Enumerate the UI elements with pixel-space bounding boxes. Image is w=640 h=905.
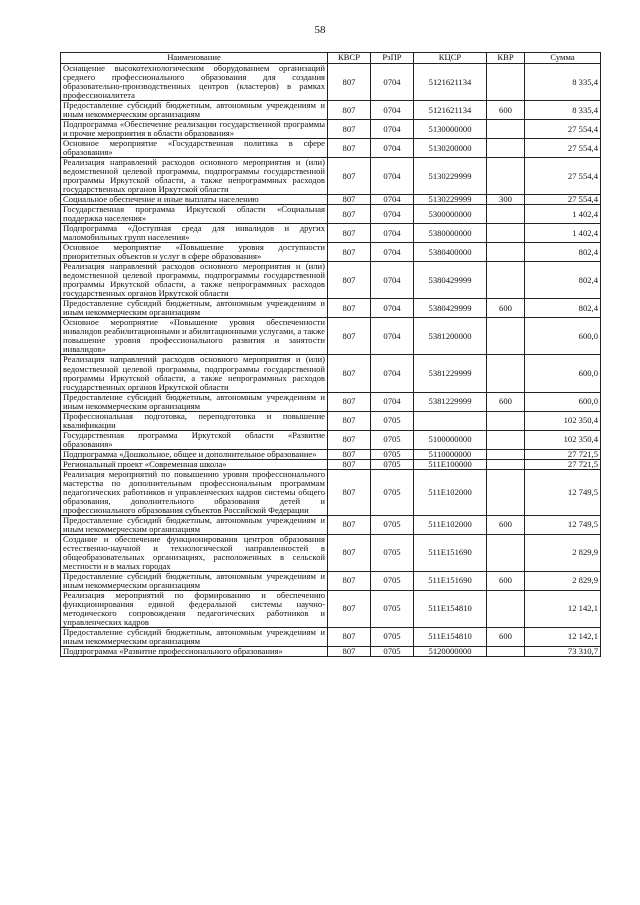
column-header-kvsr: КВСР [328,53,371,64]
cell-kcsr: 5380000000 [414,224,487,243]
cell-kvsr: 807 [328,627,371,646]
cell-name: Социальное обеспечение и иные выплаты населению [61,195,328,205]
cell-kvsr: 807 [328,299,371,318]
cell-rzpr: 0704 [371,262,414,299]
cell-kvsr: 807 [328,430,371,449]
cell-sum: 27 721,5 [525,449,601,459]
cell-sum: 600,0 [525,318,601,355]
table-row [61,195,601,205]
cell-kvr: 600 [487,299,525,318]
table-row [61,299,601,318]
cell-name: Реализация мероприятий по повышению уровня профессионального мастерства по дополнительным профессиональным программам педагогических работников и управленческих кадров системы общего образования, дополнительного образования детей и профессионального образования субъектов Российской Федерации [61,469,328,515]
cell-kcsr: 5300000000 [414,205,487,224]
table-row [61,205,601,224]
cell-rzpr: 0704 [371,224,414,243]
table-row [61,120,601,139]
cell-kcsr: 511E154810 [414,627,487,646]
cell-kcsr: 5130000000 [414,120,487,139]
cell-kcsr: 5100000000 [414,430,487,449]
cell-rzpr: 0705 [371,430,414,449]
cell-rzpr: 0704 [371,195,414,205]
cell-rzpr: 0704 [371,101,414,120]
column-header-sum: Сумма [525,53,601,64]
cell-sum: 2 829,9 [525,534,601,571]
table-row [61,515,601,534]
cell-kvr [487,590,525,627]
table-row [61,101,601,120]
cell-kcsr [414,411,487,430]
cell-name: Основное мероприятие «Повышение уровня доступности приоритетных объектов и услуг в сфере образования» [61,243,328,262]
table-row [61,392,601,411]
cell-rzpr: 0704 [371,243,414,262]
cell-name: Предоставление субсидий бюджетным, автономным учреждениям и иным некоммерческим организациям [61,627,328,646]
cell-sum: 27 554,4 [525,195,601,205]
cell-name: Государственная программа Иркутской области «Социальная поддержка населения» [61,205,328,224]
cell-sum: 2 829,9 [525,571,601,590]
table-row [61,430,601,449]
cell-name: Основное мероприятие «Повышение уровня обеспеченности инвалидов реабилитационными и абилитационными услугами, а также повышение уровня профессионального развития и занятости инвалидов» [61,318,328,355]
cell-name: Основное мероприятие «Государственная политика в сфере образования» [61,139,328,158]
cell-kvsr: 807 [328,534,371,571]
cell-kvsr: 807 [328,64,371,101]
cell-name: Предоставление субсидий бюджетным, автономным учреждениям и иным некоммерческим организациям [61,392,328,411]
cell-kvr [487,355,525,392]
table-row [61,571,601,590]
cell-kvr [487,646,525,656]
cell-kvr [487,262,525,299]
cell-kvsr: 807 [328,158,371,195]
cell-kvsr: 807 [328,646,371,656]
cell-rzpr: 0705 [371,627,414,646]
table-row [61,158,601,195]
table-header-row [61,53,601,64]
cell-kvsr: 807 [328,392,371,411]
cell-kcsr: 5121621134 [414,64,487,101]
cell-sum: 27 554,4 [525,120,601,139]
cell-kvsr: 807 [328,449,371,459]
cell-sum: 102 350,4 [525,411,601,430]
cell-kvr: 300 [487,195,525,205]
cell-name: Реализация направлений расходов основного мероприятия и (или) ведомственной целевой программы, подпрограммы государственной программы Иркутской области, а также непрограммных расходов государственных органов Иркутской области [61,262,328,299]
table-row [61,224,601,243]
cell-sum: 27 554,4 [525,139,601,158]
cell-kvr [487,224,525,243]
cell-kvr [487,469,525,515]
cell-kvsr: 807 [328,411,371,430]
cell-kvsr: 807 [328,120,371,139]
cell-sum: 8 335,4 [525,64,601,101]
cell-kvr [487,411,525,430]
cell-name: Реализация мероприятий по формированию и обеспечению функционирования единой федеральной системы научно-методического сопровождения педагогических работников и управленческих кадров [61,590,328,627]
cell-rzpr: 0704 [371,158,414,195]
cell-kvr: 600 [487,392,525,411]
cell-sum: 1 402,4 [525,205,601,224]
cell-kvsr: 807 [328,139,371,158]
cell-rzpr: 0704 [371,139,414,158]
table-row [61,411,601,430]
cell-sum: 27 554,4 [525,158,601,195]
cell-name: Реализация направлений расходов основного мероприятия и (или) ведомственной целевой программы, подпрограммы государственной программы Иркутской области, а также непрограммных расходов государственных органов Иркутской области [61,355,328,392]
cell-kcsr: 5381229999 [414,355,487,392]
cell-kvr: 600 [487,101,525,120]
cell-rzpr: 0704 [371,355,414,392]
cell-kcsr: 5120000000 [414,646,487,656]
cell-rzpr: 0705 [371,411,414,430]
cell-name: Реализация направлений расходов основного мероприятия и (или) ведомственной целевой программы, подпрограммы государственной программы Иркутской области, а также непрограммных расходов государственных органов Иркутской области [61,158,328,195]
cell-kcsr: 511E102000 [414,515,487,534]
cell-kcsr: 5130200000 [414,139,487,158]
cell-kvsr: 807 [328,205,371,224]
cell-name: Создание и обеспечение функционирования центров образования естественно-научной и технологической направленностей в общеобразовательных организациях, расположенных в сельской местности и в малых городах [61,534,328,571]
column-header-name: Наименование [61,53,328,64]
cell-kcsr: 5130229999 [414,195,487,205]
cell-kvsr: 807 [328,318,371,355]
cell-kvr [487,430,525,449]
cell-kcsr: 511E151690 [414,534,487,571]
table-row [61,262,601,299]
cell-kvr [487,139,525,158]
table-row [61,64,601,101]
cell-kvr [487,534,525,571]
cell-rzpr: 0704 [371,299,414,318]
cell-rzpr: 0704 [371,392,414,411]
cell-kvr: 600 [487,571,525,590]
cell-rzpr: 0705 [371,469,414,515]
cell-kvsr: 807 [328,101,371,120]
cell-sum: 802,4 [525,299,601,318]
cell-rzpr: 0705 [371,459,414,469]
cell-kcsr: 5110000000 [414,449,487,459]
cell-kcsr: 511E151690 [414,571,487,590]
table-body [61,64,601,657]
cell-rzpr: 0704 [371,205,414,224]
cell-kcsr: 5380400000 [414,243,487,262]
table-row [61,646,601,656]
page-number: 58 [314,24,326,36]
table-row [61,469,601,515]
cell-kcsr: 5380429999 [414,262,487,299]
cell-kvsr: 807 [328,243,371,262]
table-row [61,627,601,646]
cell-name: Предоставление субсидий бюджетным, автономным учреждениям и иным некоммерческим организациям [61,101,328,120]
cell-rzpr: 0704 [371,318,414,355]
cell-kvsr: 807 [328,515,371,534]
cell-kvr [487,205,525,224]
budget-table [60,52,601,657]
cell-sum: 27 721,5 [525,459,601,469]
cell-kvr [487,120,525,139]
cell-rzpr: 0705 [371,571,414,590]
cell-kcsr: 5130229999 [414,158,487,195]
cell-kcsr: 5381200000 [414,318,487,355]
table-row [61,139,601,158]
cell-kvsr: 807 [328,224,371,243]
table-row [61,318,601,355]
cell-rzpr: 0705 [371,534,414,571]
cell-kvsr: 807 [328,571,371,590]
cell-kvsr: 807 [328,355,371,392]
cell-sum: 12 749,5 [525,515,601,534]
column-header-rzpr: РзПР [371,53,414,64]
cell-kcsr: 5381229999 [414,392,487,411]
cell-sum: 12 142,1 [525,627,601,646]
table-row [61,355,601,392]
cell-kvr: 600 [487,627,525,646]
cell-sum: 600,0 [525,355,601,392]
cell-kvr [487,243,525,262]
column-header-kvr: КВР [487,53,525,64]
cell-name: Предоставление субсидий бюджетным, автономным учреждениям и иным некоммерческим организациям [61,299,328,318]
cell-sum: 802,4 [525,262,601,299]
cell-kvsr: 807 [328,195,371,205]
cell-kvsr: 807 [328,459,371,469]
cell-kvr [487,449,525,459]
cell-name: Подпрограмма «Доступная среда для инвалидов и других маломобильных групп населения» [61,224,328,243]
cell-name: Предоставление субсидий бюджетным, автономным учреждениям и иным некоммерческим организациям [61,515,328,534]
cell-rzpr: 0704 [371,64,414,101]
cell-kvsr: 807 [328,469,371,515]
cell-kvr [487,318,525,355]
table-row [61,590,601,627]
table-row [61,534,601,571]
cell-kcsr: 5380429999 [414,299,487,318]
cell-rzpr: 0705 [371,449,414,459]
cell-name: Подпрограмма «Дошкольное, общее и дополнительное образование» [61,449,328,459]
cell-rzpr: 0705 [371,590,414,627]
cell-kvr: 600 [487,515,525,534]
cell-kcsr: 511E102000 [414,469,487,515]
table-row [61,459,601,469]
cell-name: Региональный проект «Современная школа» [61,459,328,469]
cell-kcsr: 5121621134 [414,101,487,120]
cell-kvsr: 807 [328,590,371,627]
cell-name: Предоставление субсидий бюджетным, автономным учреждениям и иным некоммерческим организациям [61,571,328,590]
cell-kvr [487,64,525,101]
table-row [61,243,601,262]
cell-name: Государственная программа Иркутской области «Развитие образования» [61,430,328,449]
cell-sum: 12 749,5 [525,469,601,515]
cell-rzpr: 0704 [371,120,414,139]
cell-name: Оснащение высокотехнологическим оборудованием организаций среднего профессионального образования для создания образовательно-производственных центров (кластеров) в рамках профессионалитета [61,64,328,101]
cell-kcsr: 511E154810 [414,590,487,627]
cell-name: Подпрограмма «Развитие профессионального образования» [61,646,328,656]
column-header-kcsr: КЦСР [414,53,487,64]
cell-kvr [487,459,525,469]
cell-kvr [487,158,525,195]
cell-sum: 102 350,4 [525,430,601,449]
cell-rzpr: 0705 [371,515,414,534]
cell-rzpr: 0705 [371,646,414,656]
cell-kcsr: 511E100000 [414,459,487,469]
cell-sum: 8 335,4 [525,101,601,120]
cell-kvsr: 807 [328,262,371,299]
cell-name: Профессиональная подготовка, переподготовка и повышение квалификации [61,411,328,430]
cell-sum: 1 402,4 [525,224,601,243]
cell-sum: 12 142,1 [525,590,601,627]
cell-sum: 600,0 [525,392,601,411]
table-row [61,449,601,459]
cell-sum: 73 310,7 [525,646,601,656]
cell-name: Подпрограмма «Обеспечение реализации государственной программы и прочие мероприятия в области образования» [61,120,328,139]
cell-sum: 802,4 [525,243,601,262]
